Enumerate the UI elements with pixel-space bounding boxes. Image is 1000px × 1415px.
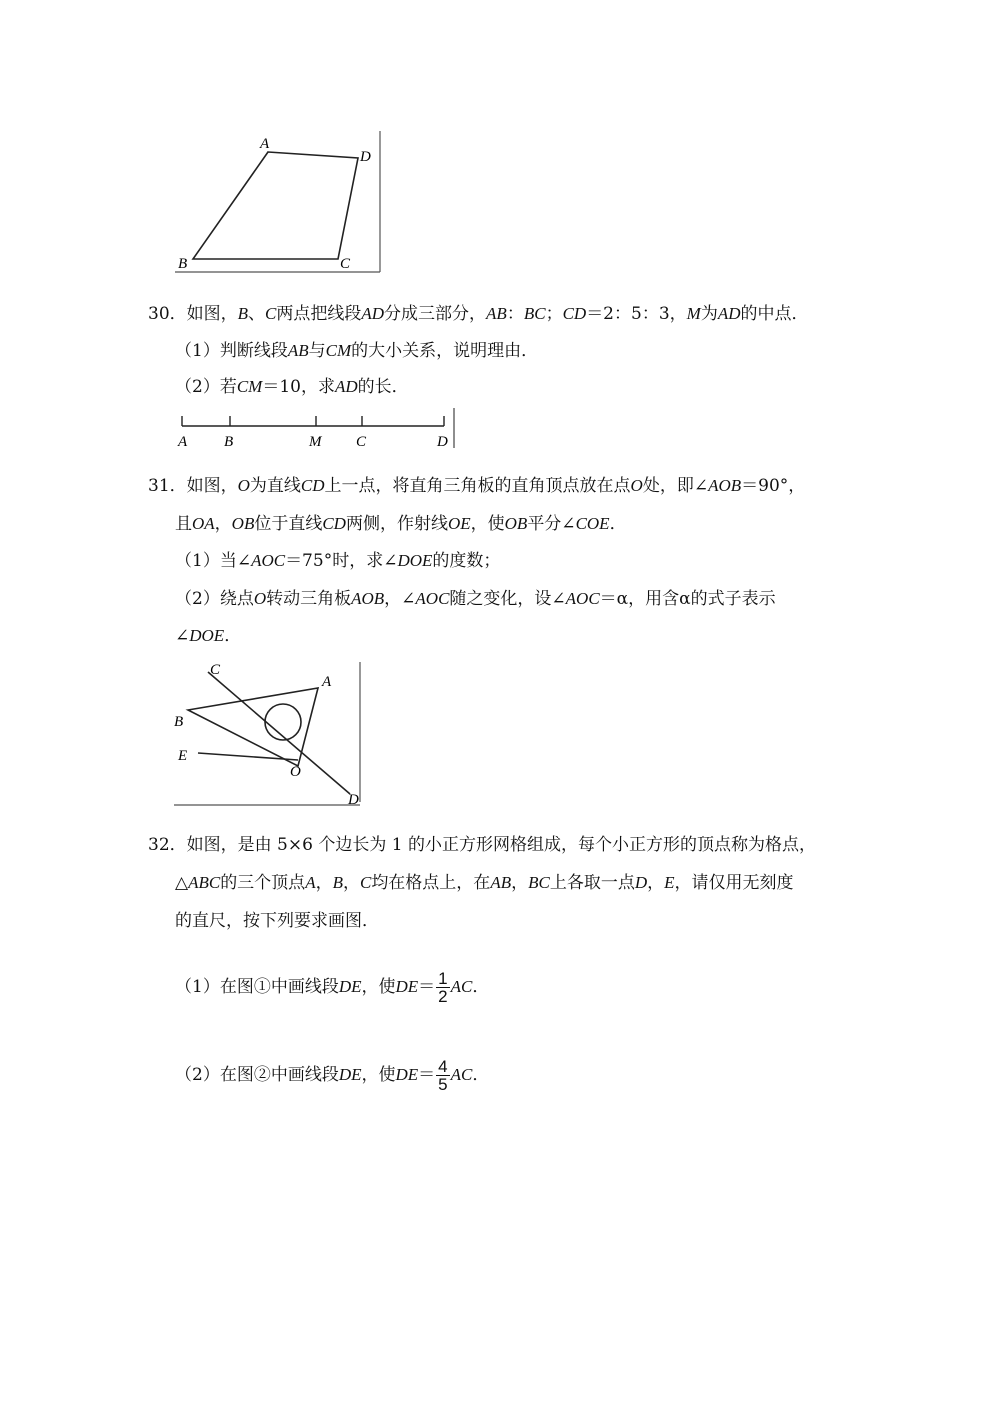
q31-statement-line1: 31．如图，O为直线CD上一点，将直角三角板的直角顶点放在点O处，即∠AOB＝90°， bbox=[148, 476, 806, 496]
q32-statement-line2: △ABC的三个顶点A，B，C均在格点上，在AB，BC上各取一点D，E，请仅用无刻度 bbox=[175, 873, 794, 893]
q32-statement-line1: 32．如图，是由 5×6 个边长为 1 的小正方形网格组成，每个小正方形的顶点称为格点， bbox=[148, 835, 816, 855]
q31-part2-line2: ∠DOE． bbox=[175, 626, 242, 646]
q32-part2: （2）在图②中画线段DE，使DE＝ $\frac{4}{5}$ AC． bbox=[175, 1057, 490, 1094]
fraction-four-fifths: $\frac{4}{5}$ bbox=[438, 1057, 448, 1094]
fig31-label-B: B bbox=[174, 714, 184, 730]
q31-part1: （1）当∠AOC＝75°时，求∠DOE的度数； bbox=[175, 551, 501, 571]
label-B: B bbox=[178, 256, 188, 272]
q32-statement-line3: 的直尺，按下列要求画图． bbox=[175, 911, 379, 931]
label-C: C bbox=[340, 256, 351, 272]
q31-statement-line2: 且OA，OB位于直线CD两侧，作射线OE，使OB平分∠COE． bbox=[175, 514, 627, 534]
ruler-hole bbox=[265, 704, 301, 740]
seg-label-C: C bbox=[356, 434, 367, 450]
fraction-one-half: $\frac{1}{2}$ bbox=[438, 969, 448, 1006]
line-cd bbox=[208, 672, 350, 794]
quadrilateral-figure bbox=[170, 128, 385, 276]
ray-oe bbox=[198, 753, 298, 760]
q31-part2-line1: （2）绕点O转动三角板AOB，∠AOC随之变化，设∠AOC＝α，用含α的式子表示 bbox=[175, 589, 776, 609]
seg-label-A: A bbox=[178, 434, 188, 450]
q30-part2: （2）若CM＝10，求AD的长． bbox=[175, 377, 409, 397]
seg-label-D: D bbox=[437, 434, 448, 450]
quadrilateral-abcd bbox=[193, 152, 358, 259]
fig31-label-C: C bbox=[210, 662, 221, 678]
q32-part1: （1）在图①中画线段DE，使DE＝ $\frac{1}{2}$ AC． bbox=[175, 969, 490, 1006]
seg-label-M: M bbox=[309, 434, 322, 450]
label-D: D bbox=[360, 149, 371, 165]
fig31-label-O: O bbox=[290, 764, 301, 780]
label-A: A bbox=[260, 136, 270, 152]
segment-figure bbox=[172, 408, 462, 450]
fig31-label-E: E bbox=[178, 748, 188, 764]
fig31-label-A: A bbox=[322, 674, 332, 690]
q30-statement: 30．如图，B、C两点把线段AD分成三部分，AB：BC；CD＝2：5：3，M为AD的中点． bbox=[148, 304, 809, 324]
seg-label-B: B bbox=[224, 434, 234, 450]
fig31-label-D: D bbox=[348, 792, 359, 808]
triangle-ruler-figure bbox=[170, 660, 370, 810]
q30-part1: （1）判断线段AB与CM的大小关系，说明理由． bbox=[175, 341, 539, 361]
